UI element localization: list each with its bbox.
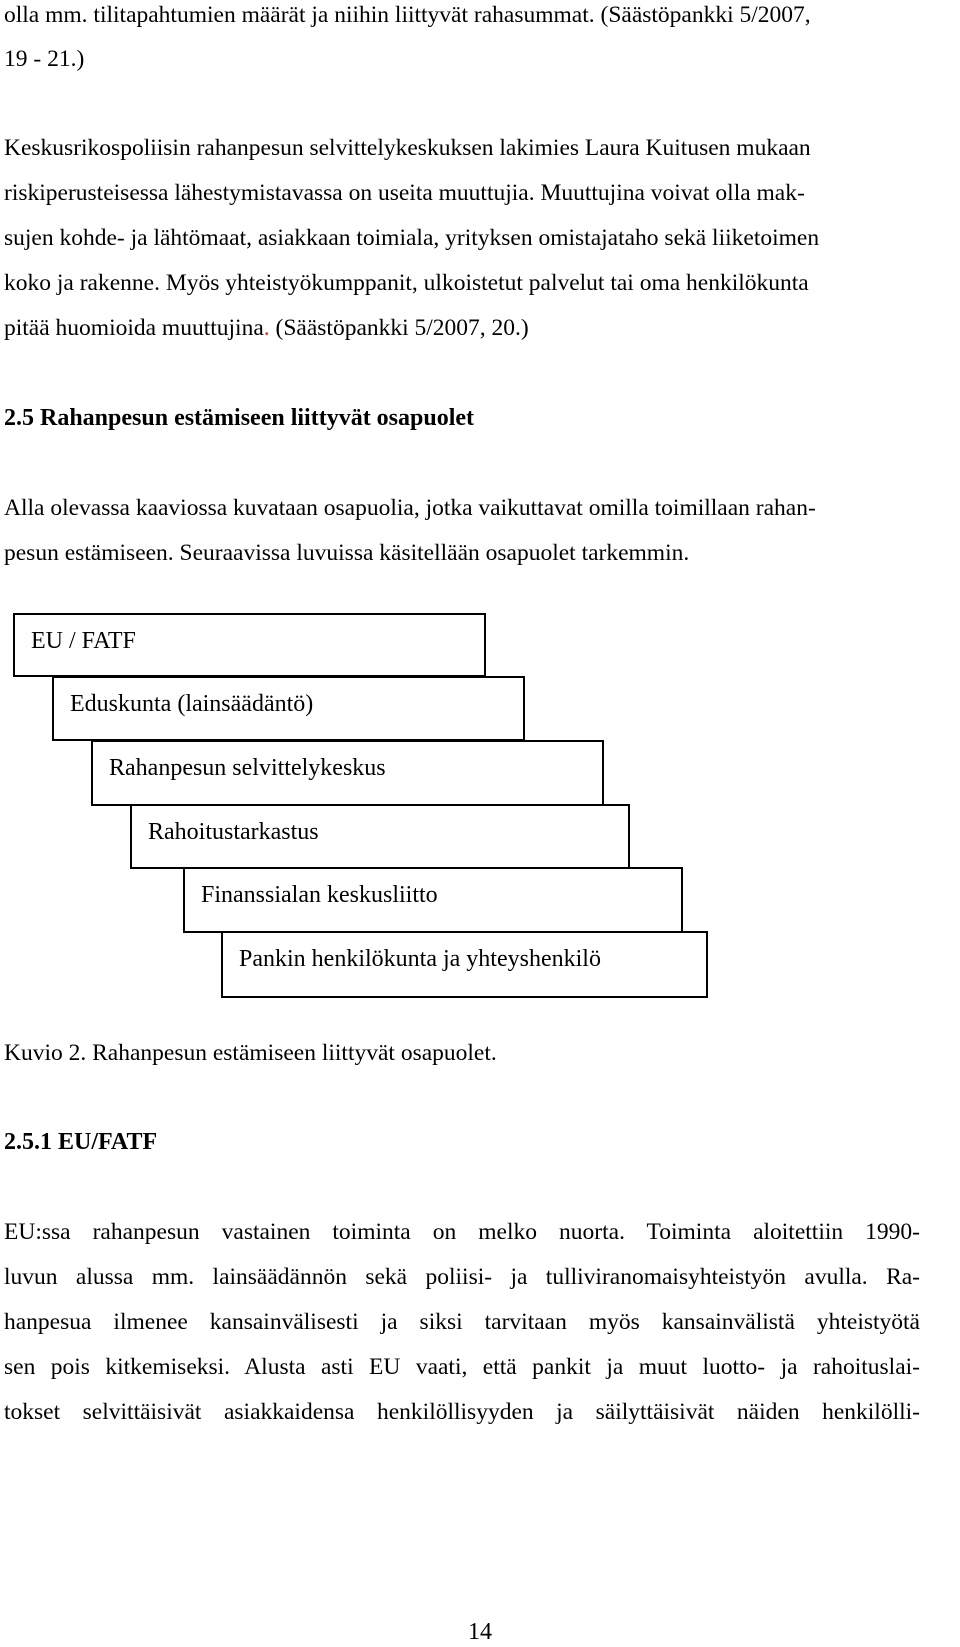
paragraph-2-citation: (Säästöpankki 5/2007, 20.) bbox=[269, 315, 529, 341]
paragraph-1-line-2: 19 - 21.) bbox=[4, 46, 85, 72]
section-heading: 2.5 Rahanpesun estämiseen liittyvät osapuolet bbox=[4, 405, 475, 431]
paragraph-2-line-2: riskiperusteisessa lähestymistavassa on useita muuttujia. Muuttujina voivat olla mak- bbox=[4, 180, 805, 206]
paragraph-2-line-5 bbox=[4, 313, 529, 343]
paragraph-4-line-5: tokset selvittäisivät asiakkaidensa henkilöllisyyden ja säilyttäisivät näiden henkilölli- bbox=[4, 1399, 920, 1425]
diagram-box-financial-supervision: Rahoitustarkastus bbox=[130, 804, 630, 869]
diagram-box-eu-fatf: EU / FATF bbox=[13, 613, 486, 677]
paragraph-4-line-4: sen pois kitkemiseksi. Alusta asti EU vaati, että pankit ja muut luotto- ja rahoituslai- bbox=[4, 1354, 920, 1380]
paragraph-1-line-1: olla mm. tilitapahtumien määrät ja niihin liittyvät rahasummat. (Säästöpankki 5/2007, bbox=[4, 2, 811, 28]
paragraph-4-line-2: luvun alussa mm. lainsäädännön sekä poliisi- ja tulliviranomaisyhteistyön avulla. Ra- bbox=[4, 1264, 920, 1290]
paragraph-4-line-3: hanpesua ilmenee kansainvälisesti ja siksi tarvitaan myös kansainvälistä yhteistyötä bbox=[4, 1309, 920, 1335]
paragraph-3-line-1: Alla olevassa kaaviossa kuvataan osapuolia, jotka vaikuttavat omilla toimillaan rahan- bbox=[4, 495, 816, 521]
paragraph-2-line-5-dot: . bbox=[263, 315, 270, 341]
page-number: 14 bbox=[468, 1619, 492, 1645]
figure-caption: Kuvio 2. Rahanpesun estämiseen liittyvät osapuolet. bbox=[4, 1040, 497, 1066]
paragraph-2-line-1: Keskusrikospoliisin rahanpesun selvittelykeskuksen lakimies Laura Kuitusen mukaan bbox=[4, 135, 811, 161]
paragraph-2-line-4: koko ja rakenne. Myös yhteistyökumppanit, ulkoistetut palvelut tai oma henkilökunta bbox=[4, 270, 809, 296]
paragraph-4-line-1: EU:ssa rahanpesun vastainen toiminta on melko nuorta. Toiminta aloitettiin 1990- bbox=[4, 1219, 920, 1245]
diagram-box-parliament: Eduskunta (lainsäädäntö) bbox=[52, 676, 525, 741]
diagram-box-finance-federation: Finanssialan keskusliitto bbox=[183, 867, 683, 933]
subsection-heading: 2.5.1 EU/FATF bbox=[4, 1129, 158, 1155]
paragraph-3-line-2: pesun estämiseen. Seuraavissa luvuissa käsitellään osapuolet tarkemmin. bbox=[4, 540, 690, 566]
diagram-box-bank-staff: Pankin henkilökunta ja yhteyshenkilö bbox=[221, 931, 708, 998]
paragraph-2-line-5-text: pitää huomioida muuttujina bbox=[4, 315, 264, 341]
paragraph-2-line-3: sujen kohde- ja lähtömaat, asiakkaan toimiala, yrityksen omistajataho sekä liiketoimen bbox=[4, 225, 820, 251]
diagram-box-fiu: Rahanpesun selvittelykeskus bbox=[91, 740, 604, 806]
